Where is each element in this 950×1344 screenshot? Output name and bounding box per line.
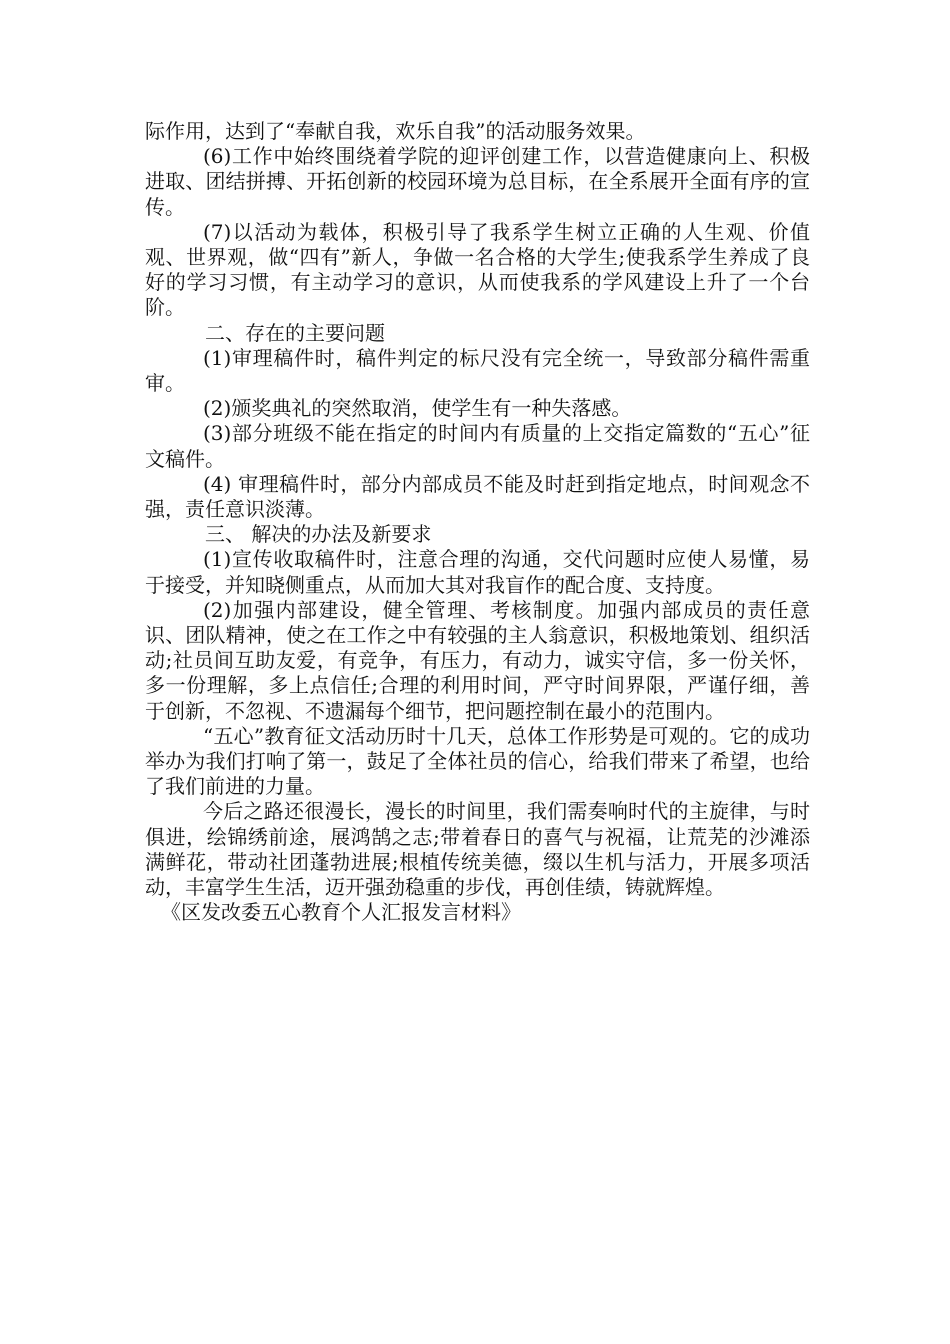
paragraph-summary: “五心”教育征文活动历时十几天，总体工作形势是可观的。它的成功举办为我们打响了第一，鼓足了全体社员的信心，给我们带来了希望，也给了我们前进的力量。 [145,723,810,799]
paragraph-continuation: 际作用，达到了“奉献自我，欢乐自我”的活动服务效果。 [145,119,646,143]
paragraph-problem-1: (1)审理稿件时，稿件判定的标尺没有完全统一，导致部分稿件需重审。 [145,345,810,396]
paragraph-solution-1: (1)宣传收取稿件时，注意合理的沟通，交代问题时应使人易懂，易于接受，并知晓侧重点，从而加大其对我盲作的配合度、支持度。 [145,547,810,597]
paragraph-solution-2: (2)加强内部建设，健全管理、考核制度。加强内部成员的责任意识、团队精神，使之在工作之中有较强的主人翁意识，积极地策划、组织活动;社员间互助友爱，有竞争，有压力，有动力，诚实守信，多一份关怀，多一份理解，多上点信任;合理的利用时间，严守时间界限，严谨仔细，善于创新，不忽视、不遗漏每个细节，把问题控制在最小的范围内。 [145,597,810,723]
paragraph-problem-4: (4) 审理稿件时，部分内部成员不能及时赶到指定地点，时间观念不强，责任意识淡薄。 [145,471,810,522]
paragraph-problem-2: (2)颁奖典礼的突然取消，使学生有一种失落感。 [203,396,632,421]
document-source-title: 《区发改委五心教育个人汇报发言材料》 [161,900,521,925]
paragraph-problem-3: (3)部分班级不能在指定的时间内有质量的上交指定篇数的“五心”征文稿件。 [145,421,810,471]
section-heading-problems: 二、存在的主要问题 [205,320,385,345]
paragraph-item-7: (7)以活动为载体，积极引导了我系学生树立正确的人生观、价值观、世界观，做“四有”新人，争做一名合格的大学生;使我系学生养成了良好的学习习惯，有主动学习的意识，从而使我系的学风建设上升了一个台阶。 [145,219,810,320]
paragraph-item-6: (6)工作中始终围绕着学院的迎评创建工作，以营造健康向上、积极进取、团结拼搏、开拓创新的校园环境为总目标，在全系展开全面有序的宣传。 [145,144,810,219]
section-heading-solutions: 三、 解决的办法及新要求 [205,522,432,547]
document-body [145,119,810,926]
paragraph-outlook: 今后之路还很漫长，漫长的时间里，我们需奏响时代的主旋律，与时俱进，绘锦绣前途，展鸿鹄之志;带着春日的喜气与祝福，让荒芜的沙滩添满鲜花，带动社团蓬勃进展;根植传统美德，缀以生机与活力，开展多项活动，丰富学生生活，迈开强劲稳重的步伐，再创佳绩，铸就辉煌。 [145,799,810,900]
